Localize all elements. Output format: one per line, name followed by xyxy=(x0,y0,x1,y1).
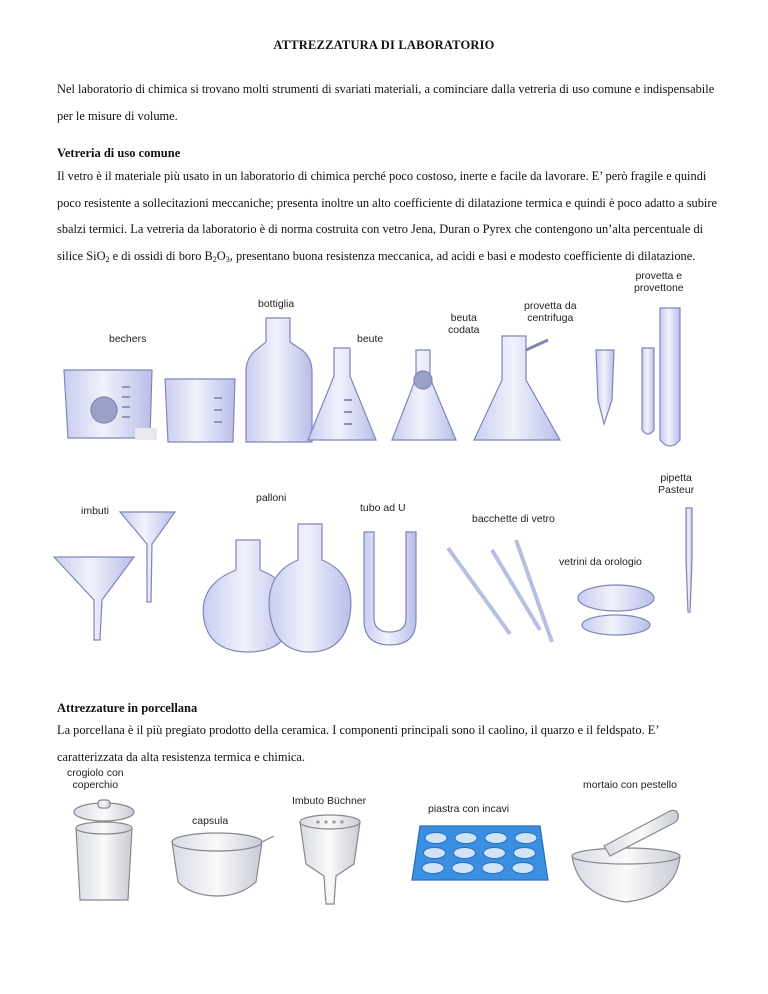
label-beuta-codata: beuta codata xyxy=(448,312,480,336)
well xyxy=(425,833,447,844)
label-bottiglia: bottiglia xyxy=(258,298,295,310)
label-vetrini: vetrini da orologio xyxy=(559,556,642,568)
section-heading-glassware: Vetreria di uso comune xyxy=(57,146,181,160)
section-heading-porcelain: Attrezzature in porcellana xyxy=(57,701,198,715)
well xyxy=(455,833,477,844)
label-palloni: palloni xyxy=(256,492,287,504)
label-provetta: provetta e provettone xyxy=(634,270,684,294)
well xyxy=(515,833,537,844)
label-capsula: capsula xyxy=(192,815,229,827)
well xyxy=(422,863,444,874)
page-title: ATTREZZATURA DI LABORATORIO xyxy=(273,38,495,52)
label-bacchette: bacchette di vetro xyxy=(472,513,555,525)
well xyxy=(454,848,476,859)
well xyxy=(424,848,446,859)
label-imbuti: imbuti xyxy=(81,505,110,517)
crogiolo xyxy=(76,828,132,900)
porcelain-paragraph: La porcellana è il più pregiato prodotto della ceramica. I componenti principali sono il caolino, il quarzo e il feldspato. E’ caratterizzata da alta resistenza termica e chimica. xyxy=(57,723,659,764)
well xyxy=(482,863,504,874)
label-crogiolo: crogiolo con coperchio xyxy=(67,767,124,791)
well xyxy=(452,863,474,874)
label-beute: beute xyxy=(357,333,384,345)
well xyxy=(484,848,506,859)
label-mortaio: mortaio con pestello xyxy=(583,779,677,791)
well xyxy=(485,833,507,844)
imbuto-buchner xyxy=(300,822,360,904)
intro-paragraph: Nel laboratorio di chimica si trovano molti strumenti di svariati materiali, a cominciare dalla vetreria di uso comune e indispensabile per le misure di volume. xyxy=(57,82,715,123)
label-piastra: piastra con incavi xyxy=(428,803,510,815)
label-centrifuga: provetta da centrifuga xyxy=(524,300,577,324)
well xyxy=(514,848,536,859)
label-pipetta: pipetta Pasteur xyxy=(658,472,695,496)
well xyxy=(512,863,534,874)
label-tubo-u: tubo ad U xyxy=(360,502,406,514)
piastra-con-incavi xyxy=(412,826,548,880)
label-buchner: Imbuto Büchner xyxy=(292,795,367,807)
glassware-paragraph: Il vetro è il materiale più usato in un laboratorio di chimica perché poco costoso, inerte e facile da lavorare. E’ però fragile e quindi poco resistente a sollecitazioni meccaniche; presenta inoltre un alto coefficiente di dilatazione termica e quindi è poco adatto a subire sbalzi termici. La vetreria da laboratorio è di norma costruita con vetro Jena, Duran o Pyrex che contengono un’alta percentuale di silice SiO$_2$ e di ossidi di boro $B_2O_3$, presentano buona resistenza meccanica, ad acidi e basi e modesto coefficiente di dilatazione. xyxy=(57,169,717,264)
label-bechers: bechers xyxy=(109,333,147,345)
